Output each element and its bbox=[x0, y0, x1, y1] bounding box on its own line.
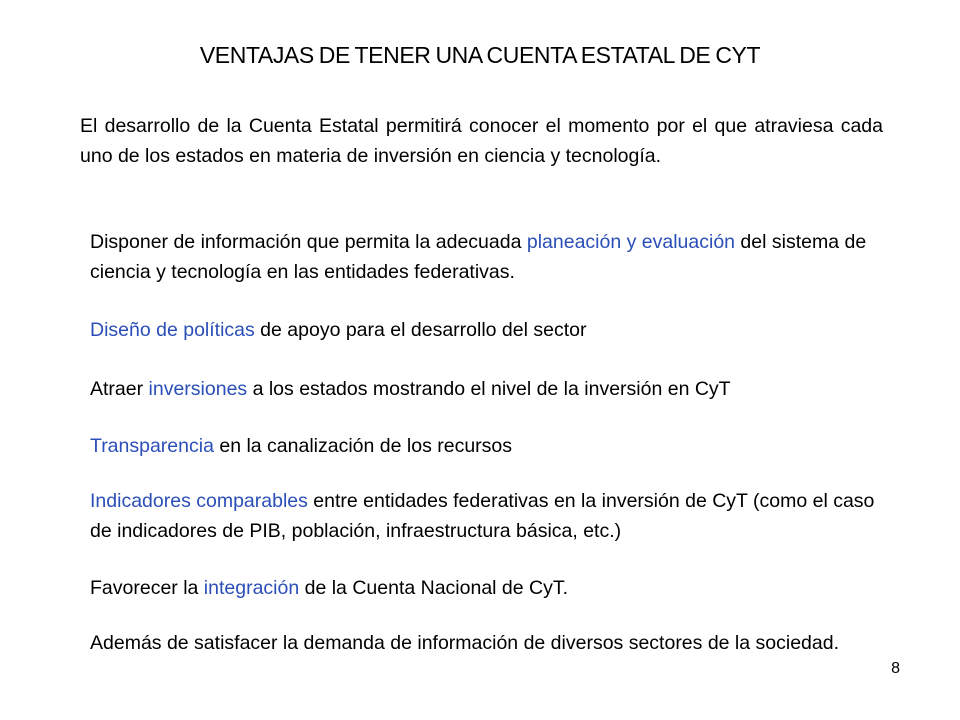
point-highlight: Transparencia bbox=[90, 435, 214, 457]
point-text-after: del sistema de ciencia y tecnología en las entidades federativas. bbox=[90, 231, 867, 283]
point-highlight: Indicadores comparables bbox=[90, 490, 308, 512]
point-policy-design bbox=[90, 315, 898, 345]
point-information-demand bbox=[90, 628, 898, 658]
point-transparency bbox=[90, 431, 898, 461]
point-highlight: inversiones bbox=[148, 378, 248, 400]
point-text-before: Disponer de información que permita la adecuada bbox=[90, 231, 527, 253]
point-text-after: a los estados mostrando el nivel de la inversión en CyT bbox=[247, 378, 731, 400]
intro-paragraph: El desarrollo de la Cuenta Estatal permitirá conocer el momento por el que atraviesa cada uno de los estados en materia de inversión en ciencia y tecnología. bbox=[80, 115, 883, 167]
point-highlight: Diseño de políticas bbox=[90, 319, 255, 341]
point-text-before: Atraer bbox=[90, 378, 149, 400]
point-text-after: en la canalización de los recursos bbox=[213, 435, 513, 457]
slide-title: VENTAJAS DE TENER UNA CUENTA ESTATAL DE CYT bbox=[199, 42, 761, 68]
point-planning bbox=[90, 227, 898, 287]
point-indicators bbox=[90, 486, 898, 546]
point-text-after: de apoyo para el desarrollo del sector bbox=[254, 319, 587, 341]
point-integration bbox=[90, 573, 898, 603]
page-number: 8 bbox=[891, 660, 900, 677]
point-text-after: entre entidades federativas en la inversión de CyT (como el caso de indicadores de PIB, población, infraestructura básica, etc.) bbox=[90, 490, 875, 542]
point-text-before: Favorecer la bbox=[90, 577, 204, 599]
point-text-before: Además de satisfacer la demanda de información de diversos sectores de la sociedad. bbox=[90, 632, 839, 654]
point-text-after: de la Cuenta Nacional de CyT. bbox=[299, 577, 569, 599]
point-investments bbox=[90, 374, 898, 404]
point-highlight: integración bbox=[203, 577, 300, 599]
point-highlight: planeación y evaluación bbox=[526, 231, 736, 253]
